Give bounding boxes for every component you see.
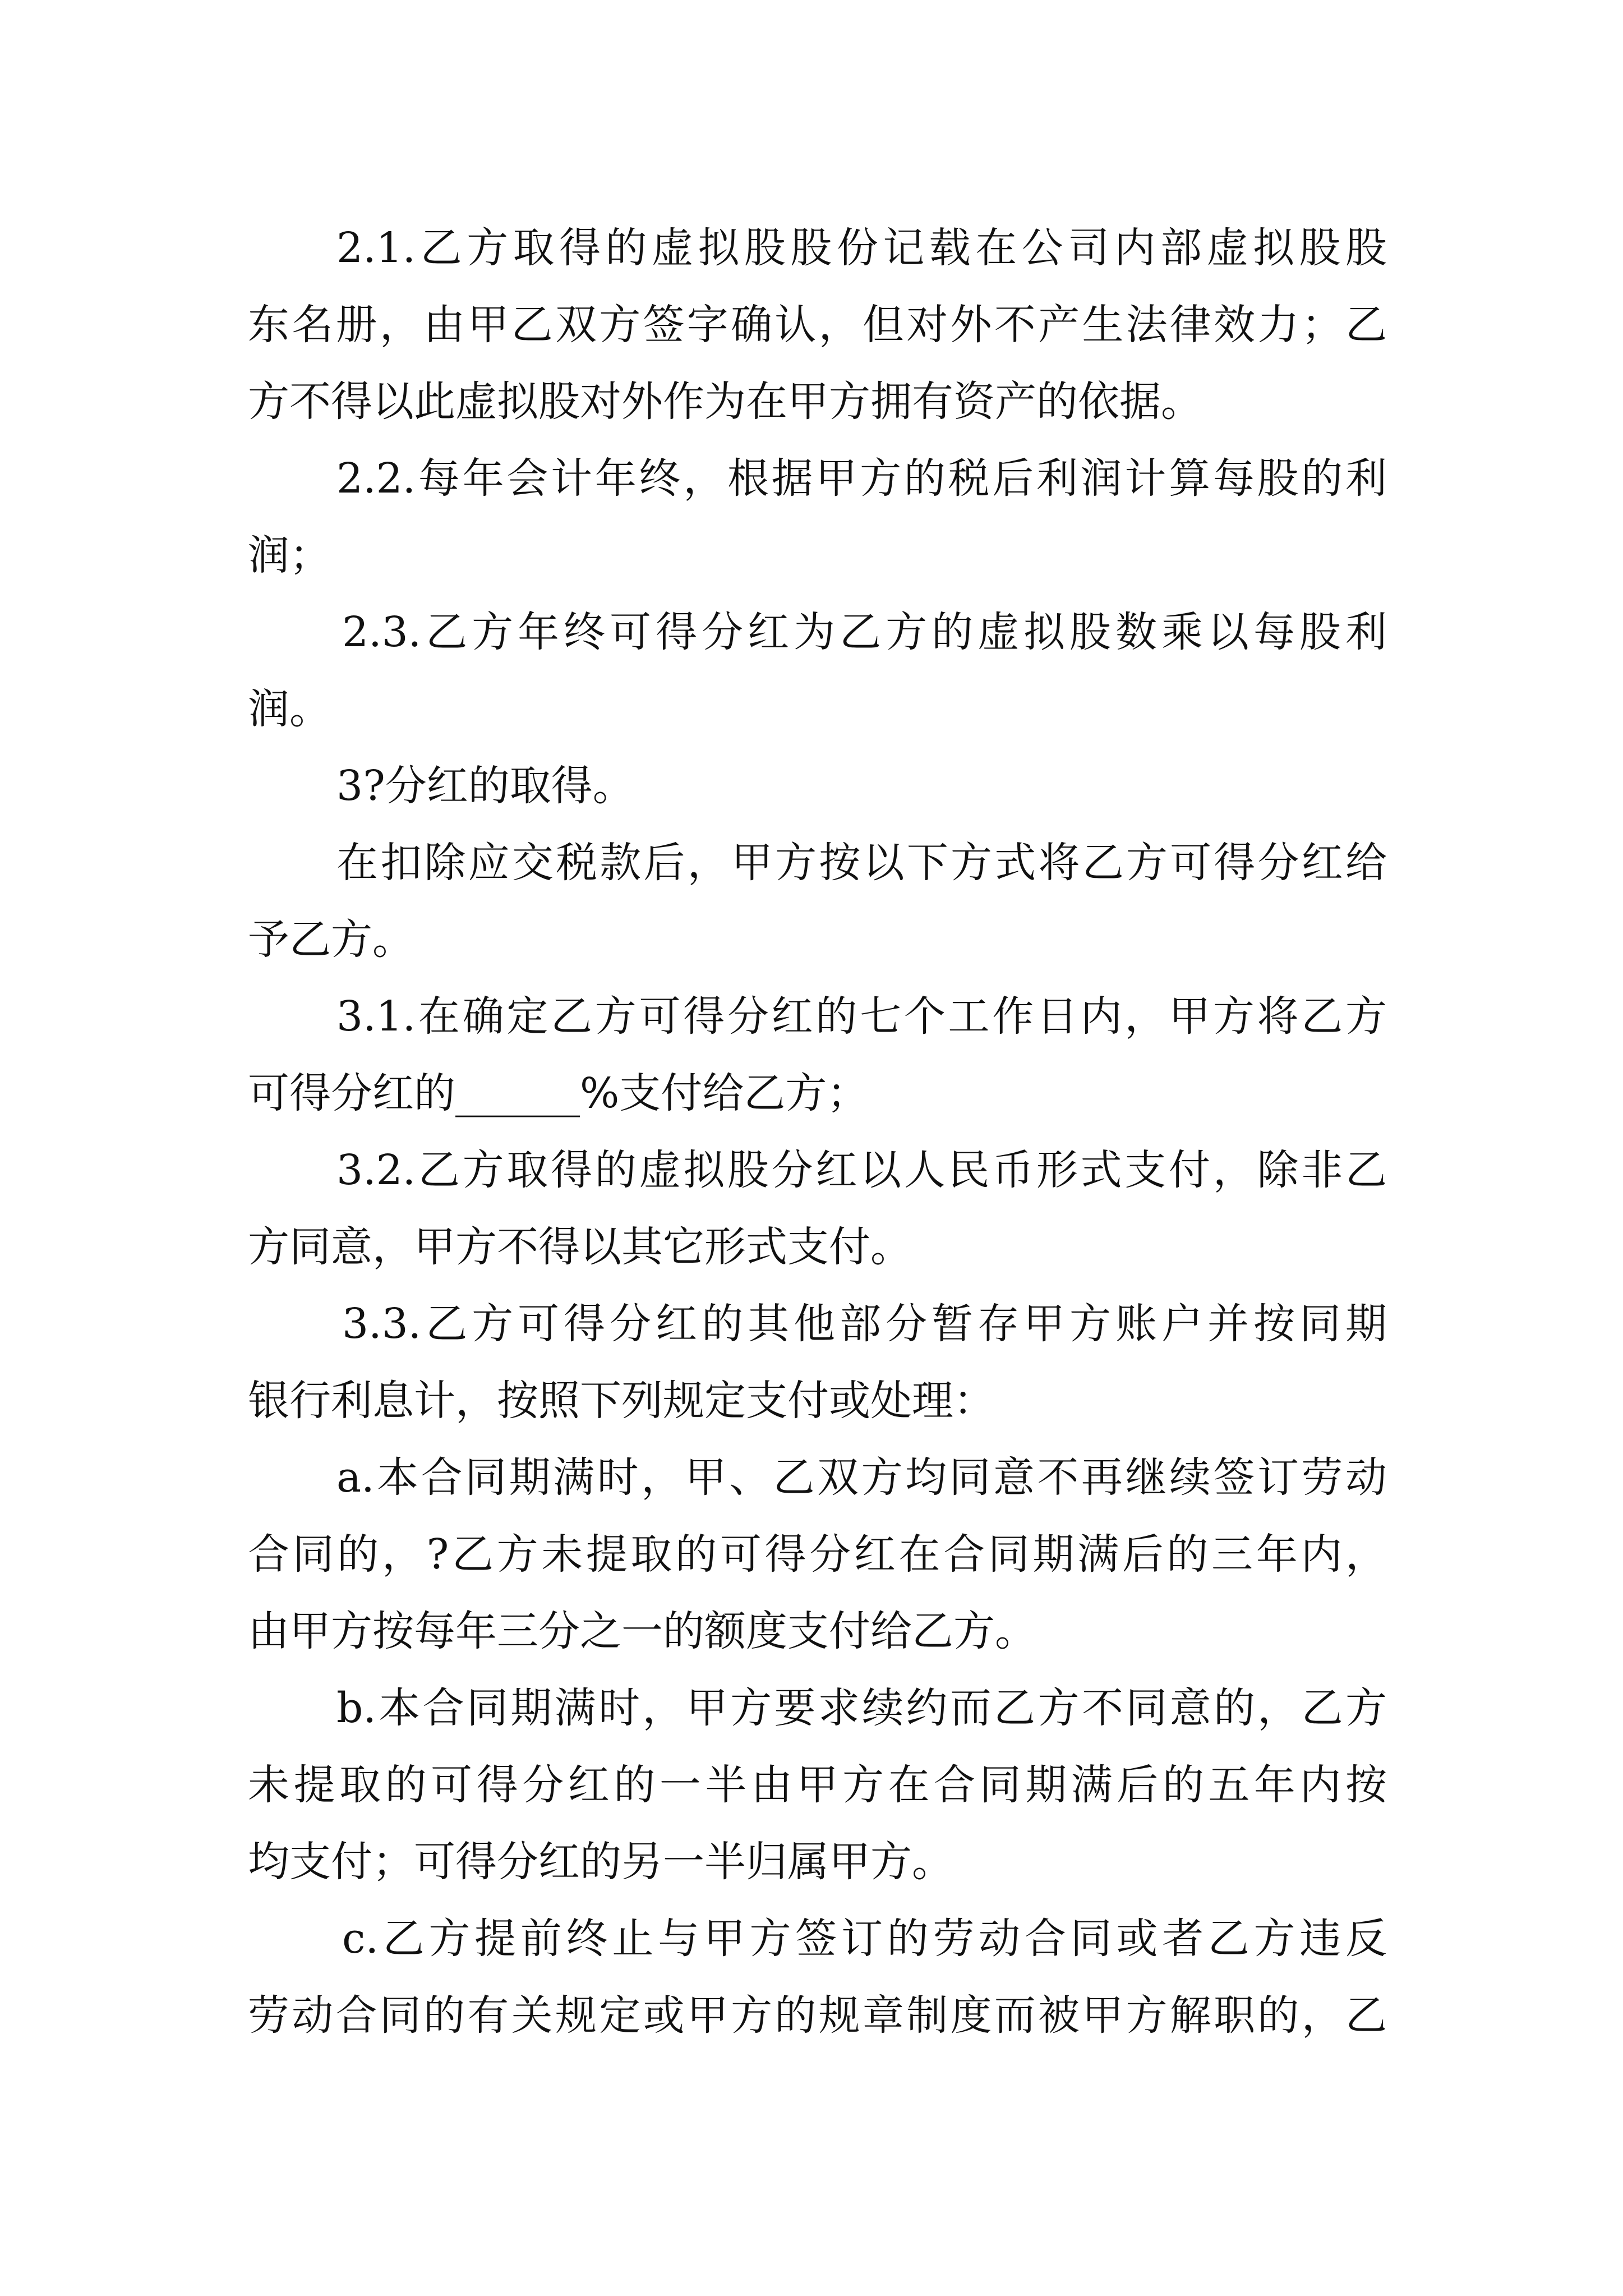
text-line: 予乙方。 xyxy=(248,915,414,964)
text-line: 3.1.在确定乙方可得分红的七个工作日内，甲方将乙方 xyxy=(336,992,1387,1041)
text-line: 未提取的可得分红的一半由甲方在合同期满后的五年内按 xyxy=(248,1761,1387,1809)
text-line: 3.3.乙方可得分红的其他部分暂存甲方账户并按同期 xyxy=(342,1300,1387,1348)
clause-item-c-paragraph xyxy=(248,1901,1387,2054)
text-line: 由甲方按每年三分之一的额度支付给乙方。 xyxy=(248,1607,1036,1655)
text-line: 银行利息计，按照下列规定支付或处理： xyxy=(248,1377,995,1425)
text-line: a.本合同期满时，甲、乙双方均同意不再继续签订劳动 xyxy=(336,1453,1387,1502)
clause-item-b-paragraph xyxy=(248,1670,1387,1901)
text-line: 均支付；可得分红的另一半归属甲方。 xyxy=(248,1838,953,1886)
text-line: 东名册，由甲乙双方签字确认，但对外不产生法律效力；乙 xyxy=(248,301,1387,349)
clause-item-a-paragraph xyxy=(248,1439,1387,1670)
clause-3-1-paragraph xyxy=(248,978,1387,1132)
document-body xyxy=(248,210,1387,2054)
clause-3-3-paragraph xyxy=(248,1286,1387,1439)
text-line: 2.3.乙方年终可得分红为乙方的虚拟股数乘以每股利 xyxy=(342,608,1387,656)
text-line: 方不得以此虚拟股对外作为在甲方拥有资产的依据。 xyxy=(248,378,1202,426)
text-line: 方同意，甲方不得以其它形式支付。 xyxy=(248,1223,912,1271)
text-line: c.乙方提前终止与甲方签订的劳动合同或者乙方违反 xyxy=(342,1915,1387,1963)
text-line: 3?分红的取得。 xyxy=(336,762,634,810)
text-line: b.本合同期满时，甲方要求续约而乙方不同意的，乙方 xyxy=(336,1684,1387,1732)
text-line: 在扣除应交税款后，甲方按以下方式将乙方可得分红给 xyxy=(336,839,1387,887)
text-line: 润。 xyxy=(248,685,331,733)
text-line: 可得分红的______%支付给乙方； xyxy=(248,1069,869,1117)
text-line: 劳动合同的有关规定或甲方的规章制度而被甲方解职的，乙 xyxy=(248,1991,1387,2040)
text-line: 3.2.乙方取得的虚拟股分红以人民币形式支付，除非乙 xyxy=(336,1146,1387,1194)
clause-2-1-paragraph xyxy=(248,210,1387,440)
clause-3-heading xyxy=(248,748,1387,825)
clause-3-2-paragraph xyxy=(248,1132,1387,1286)
clause-3-intro-paragraph xyxy=(248,825,1387,978)
clause-2-2-paragraph xyxy=(248,440,1387,594)
text-line: 2.2.每年会计年终，根据甲方的税后利润计算每股的利 xyxy=(336,454,1387,503)
text-line: 润； xyxy=(248,531,331,579)
clause-2-3-paragraph xyxy=(248,594,1387,748)
text-line: 2.1.乙方取得的虚拟股股份记载在公司内部虚拟股股 xyxy=(336,224,1387,272)
text-line: 合同的，?乙方未提取的可得分红在合同期满后的三年内， xyxy=(248,1530,1387,1579)
